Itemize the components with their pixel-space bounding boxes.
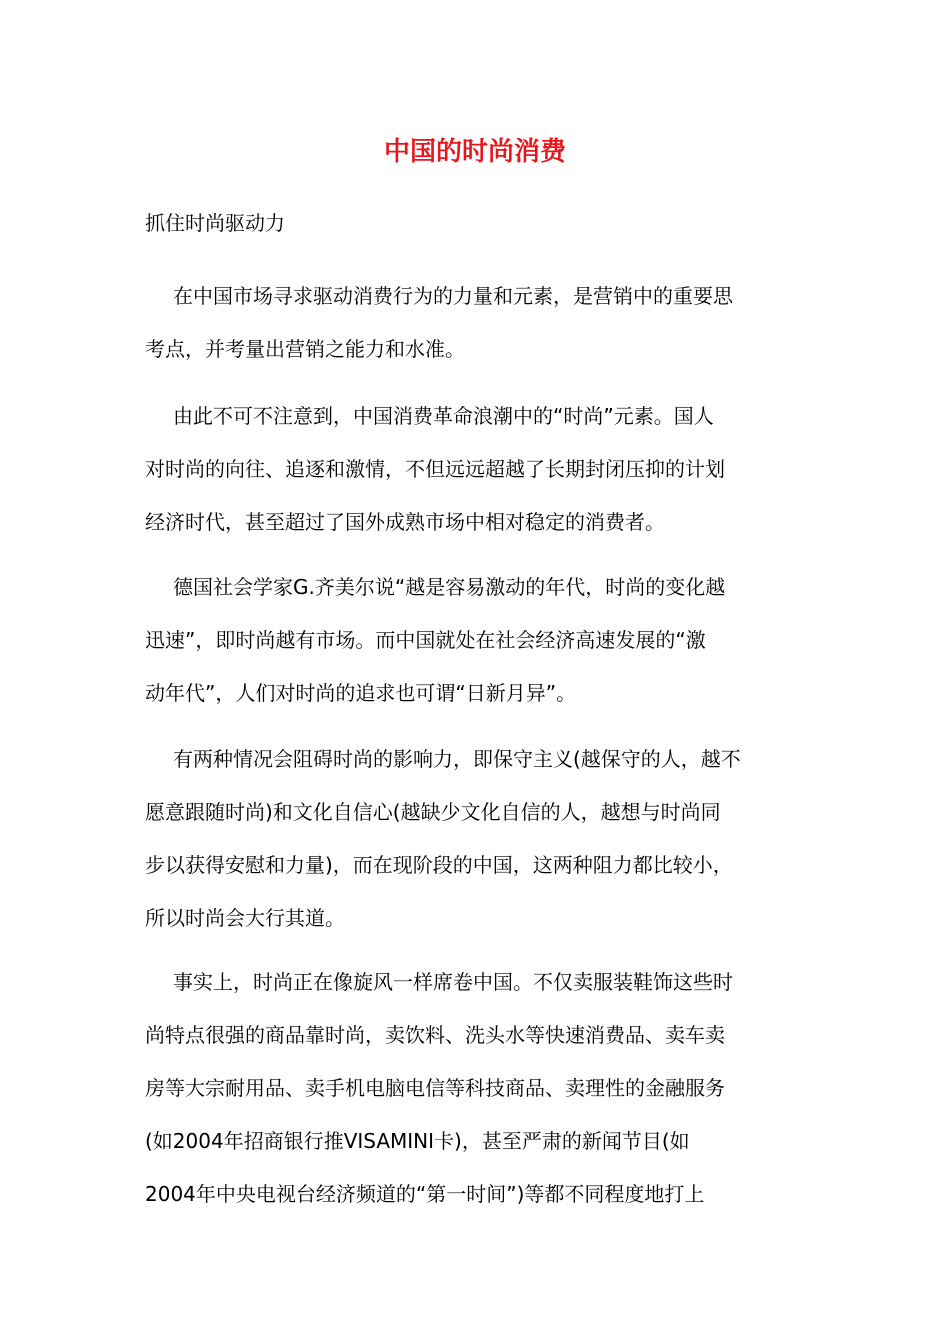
document-title: 中国的时尚消费	[383, 137, 566, 167]
paragraph-line: 事实上，时尚正在像旋风一样席卷中国。不仅卖服装鞋饰这些时	[173, 970, 733, 994]
paragraph-4	[145, 740, 815, 952]
paragraph-5	[145, 963, 815, 1228]
paragraph-line: 所以时尚会大行其道。	[145, 906, 345, 930]
paragraph-2	[145, 397, 815, 556]
paragraph-line: 2004年中央电视台经济频道的“第一时间”)等都不同程度地打上	[145, 1182, 705, 1206]
section-subtitle: 抓住时尚驱动力	[145, 211, 285, 235]
paragraph-line: 愿意跟随时尚)和文化自信心(越缺少文化自信的人，越想与时尚同	[145, 800, 721, 824]
paragraph-3	[145, 568, 815, 727]
paragraph-1	[145, 277, 815, 383]
paragraph-line: 德国社会学家G.齐美尔说“越是容易激动的年代，时尚的变化越	[173, 575, 726, 599]
paragraph-line: 迅速”，即时尚越有市场。而中国就处在社会经济高速发展的“激	[145, 628, 706, 652]
paragraph-line: 由此不可不注意到，中国消费革命浪潮中的“时尚”元素。国人	[173, 404, 714, 428]
paragraph-line: 步以获得安慰和力量)，而在现阶段的中国，这两种阻力都比较小，	[145, 853, 733, 877]
paragraph-line: 尚特点很强的商品靠时尚，卖饮料、洗头水等快速消费品、卖车卖	[145, 1023, 725, 1047]
paragraph-line: 动年代”，人们对时尚的追求也可谓“日新月异”。	[145, 681, 577, 705]
paragraph-line: 对时尚的向往、追逐和激情，不但远远超越了长期封闭压抑的计划	[145, 457, 725, 481]
paragraph-line: 在中国市场寻求驱动消费行为的力量和元素，是营销中的重要思	[173, 284, 733, 308]
paragraph-line: (如2004年招商银行推VISAMINI卡)，甚至严肃的新闻节目(如	[145, 1129, 690, 1153]
paragraph-line: 考点，并考量出营销之能力和水准。	[145, 337, 465, 361]
paragraph-line: 经济时代，甚至超过了国外成熟市场中相对稳定的消费者。	[145, 510, 665, 534]
paragraph-line: 有两种情况会阻碍时尚的影响力，即保守主义(越保守的人，越不	[173, 747, 741, 771]
paragraph-line: 房等大宗耐用品、卖手机电脑电信等科技商品、卖理性的金融服务	[145, 1076, 725, 1100]
